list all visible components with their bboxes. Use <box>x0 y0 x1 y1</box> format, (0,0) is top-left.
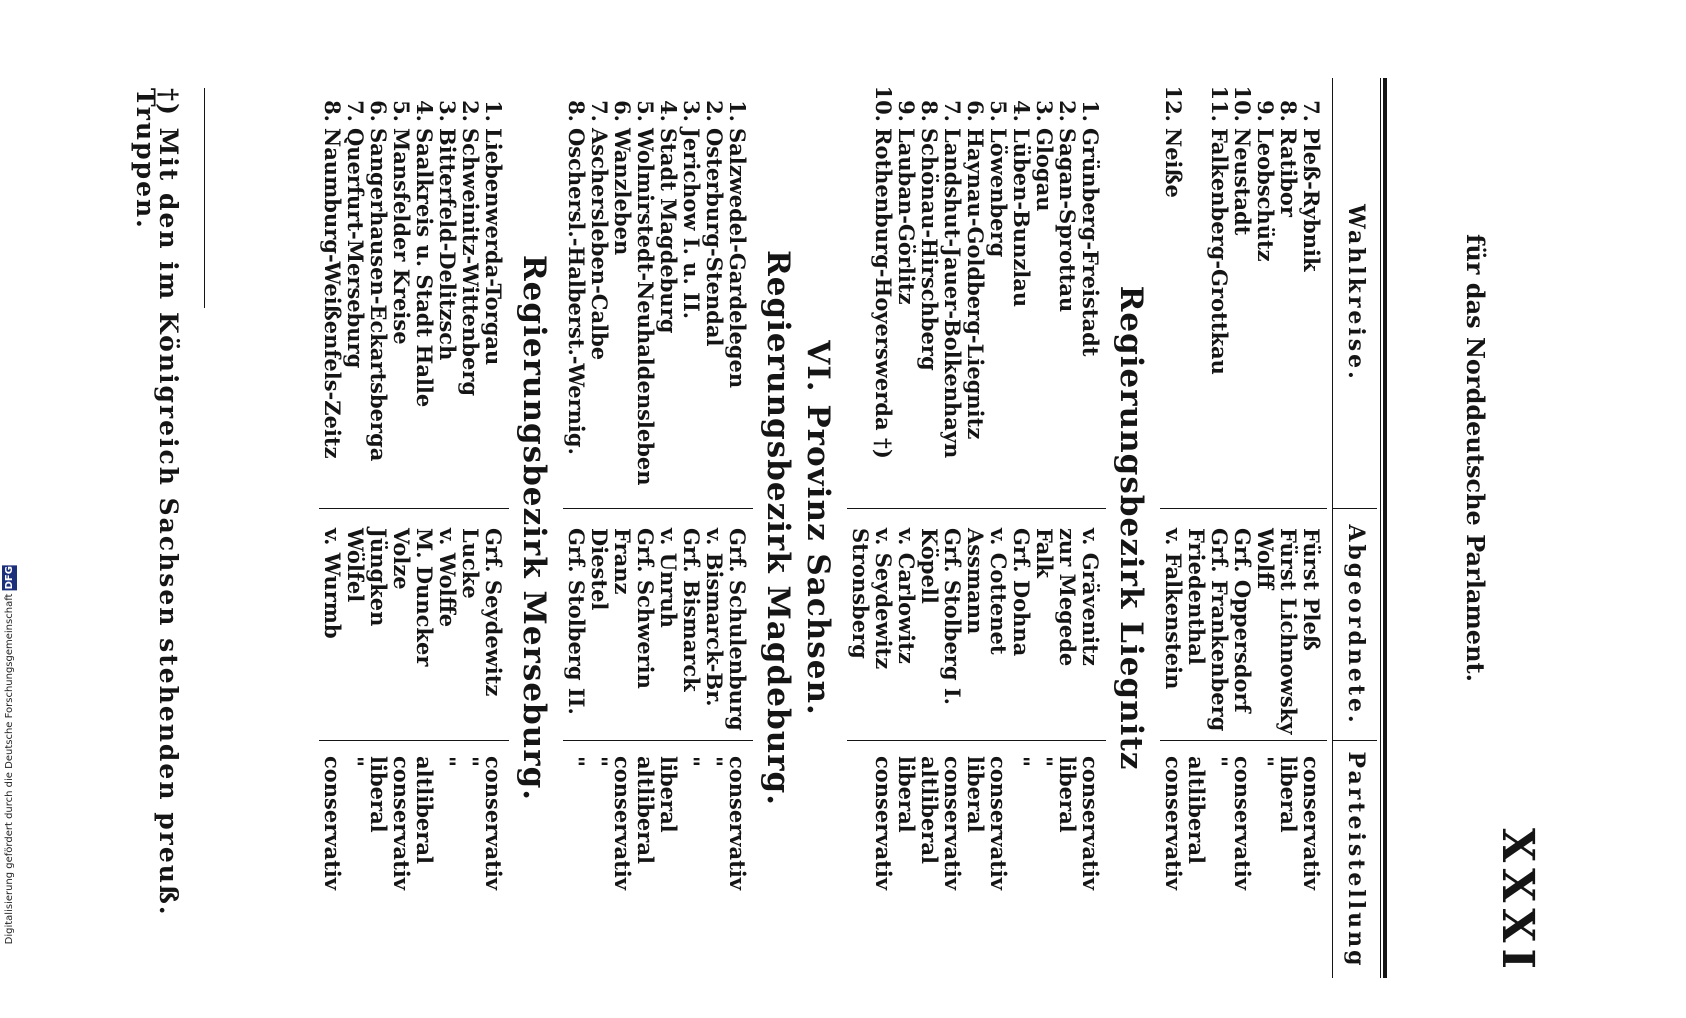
party-label: " <box>435 756 460 767</box>
district-name: Lauban-Görlitz <box>894 128 919 305</box>
district-name: Oschersl.-Halberst.-Wernig. <box>564 128 589 455</box>
table-row <box>1033 78 1056 978</box>
column-header-party: Parteistellung <box>1343 751 1369 969</box>
district-name: Neustadt <box>1230 128 1255 236</box>
table-row <box>918 78 941 978</box>
party-label: conservativ <box>871 756 896 890</box>
row-number: 7. <box>940 100 965 122</box>
row-number: 3. <box>679 100 704 122</box>
row-number: 5. <box>389 100 414 122</box>
header-rule-thick <box>1383 78 1387 978</box>
deputy-name: Stronsberg <box>848 528 873 659</box>
table-row <box>1300 78 1323 978</box>
row-number: 10. <box>1230 85 1255 122</box>
row-number: 6. <box>366 100 391 122</box>
row-number: 4. <box>412 100 437 122</box>
row-number: 8. <box>320 100 345 122</box>
district-name: Lüben-Bunzlau <box>1009 128 1034 308</box>
deputy-name: Grf. Schulenburg <box>725 528 750 731</box>
section-title: Regierungsbezirk Liegnitz <box>1113 285 1149 771</box>
deputy-name: v. Wolffe <box>435 528 460 628</box>
deputy-name: Grf. Seydewitz <box>481 528 506 697</box>
party-label: conservativ <box>481 756 506 890</box>
row-number: 1. <box>725 100 750 122</box>
table-row <box>1056 78 1079 978</box>
district-name: Löwenberg <box>986 128 1011 258</box>
document-page <box>95 78 1543 1018</box>
party-label: conservativ <box>986 756 1011 890</box>
deputy-name: Köpell <box>917 528 942 604</box>
deputy-name: Fürst Lichnowsky <box>1276 528 1301 735</box>
column-divider <box>563 740 753 741</box>
table-row <box>1162 78 1185 978</box>
dfg-logo: DFG <box>4 566 15 590</box>
party-label: liberal <box>1055 756 1080 833</box>
table-row <box>1277 78 1300 978</box>
deputy-name: v. Seydewitz <box>871 528 896 670</box>
row-number: 10. <box>871 85 896 122</box>
party-label: " <box>1253 756 1278 767</box>
party-label: " <box>458 756 483 767</box>
row-number: 5. <box>633 100 658 122</box>
table-row <box>895 78 918 978</box>
row-number: 8. <box>1276 100 1301 122</box>
district-name: Liebenwerda-Torgau <box>481 128 506 366</box>
district-name: Saalkreis u. Stadt Halle <box>412 128 437 408</box>
header-rule-thin <box>1380 78 1381 978</box>
table-row <box>413 78 436 978</box>
row-number: 1. <box>481 100 506 122</box>
district-name: Bitterfeld-Delitzsch <box>435 128 460 361</box>
table-row <box>680 78 703 978</box>
row-number: 1. <box>1078 100 1103 122</box>
row-number: 3. <box>435 100 460 122</box>
district-name: Falkenberg-Grottkau <box>1207 128 1232 375</box>
deputy-name: Grf. Stolberg II. <box>564 528 589 715</box>
party-label: liberal <box>656 756 681 833</box>
column-divider <box>1160 740 1327 741</box>
table-row <box>611 78 634 978</box>
table-row <box>459 78 482 978</box>
table-row <box>436 78 459 978</box>
table-row <box>1254 78 1277 978</box>
district-name: Aschersleben-Calbe <box>587 128 612 361</box>
table-row <box>482 78 505 978</box>
table-row <box>964 78 987 978</box>
party-label: " <box>1032 756 1057 767</box>
running-head: für das Norddeutsche Parlament. <box>1461 234 1490 682</box>
district-name: Osterburg-Stendal <box>702 128 727 347</box>
row-number: 7. <box>587 100 612 122</box>
table-row <box>872 78 895 978</box>
deputy-name: Wolff <box>1253 528 1278 590</box>
footnote: †) Mit den im Königreich Sachsen stehenden preuß. Truppen. <box>131 88 183 917</box>
table-row <box>1079 78 1102 978</box>
party-label: altliberal <box>1184 756 1209 864</box>
district-name: Leobschütz <box>1253 128 1278 262</box>
party-label: " <box>679 756 704 767</box>
digitization-credit <box>2 565 17 944</box>
district-name: Landshut-Jauer-Bolkenhayn <box>940 128 965 459</box>
district-name: Stadt Magdeburg <box>656 128 681 334</box>
table-row <box>1185 78 1208 978</box>
column-divider <box>847 508 1106 509</box>
deputy-name: v. Bismarck-Br. <box>702 528 727 707</box>
party-label: conservativ <box>610 756 635 890</box>
deputy-name: v. Wurmb <box>320 528 345 639</box>
deputy-name: Wölfel <box>343 528 368 603</box>
party-label: altliberal <box>917 756 942 864</box>
row-number: 9. <box>1253 100 1278 122</box>
section-subtitle: Regierungsbezirk Magdeburg. <box>760 249 796 807</box>
column-divider <box>319 508 509 509</box>
deputy-name: Friedenthal <box>1184 528 1209 665</box>
table-row <box>565 78 588 978</box>
row-number: 7. <box>343 100 368 122</box>
district-name: Schönau-Hirschberg <box>917 128 942 371</box>
table-row <box>321 78 344 978</box>
column-divider <box>563 508 753 509</box>
table-row <box>367 78 390 978</box>
deputy-name: Grf. Dohna <box>1009 528 1034 657</box>
deputy-name: Grf. Oppersdorf <box>1230 528 1255 713</box>
row-number: 4. <box>656 100 681 122</box>
party-label: " <box>564 756 589 767</box>
party-label: liberal <box>366 756 391 833</box>
table-row <box>703 78 726 978</box>
column-divider <box>319 740 509 741</box>
district-name: Sangerhausen-Eckartsberga <box>366 128 391 462</box>
district-name: Naumburg-Weißenfels-Zeitz <box>320 128 345 459</box>
header-divider <box>1333 508 1377 509</box>
party-label: liberal <box>894 756 919 833</box>
party-label: " <box>702 756 727 767</box>
table-row <box>726 78 749 978</box>
section-title: Regierungsbezirk Merseburg. <box>516 254 552 802</box>
district-name: Jerichow I. u. II. <box>679 128 704 320</box>
deputy-name: M. Duncker <box>412 528 437 667</box>
district-name: Salzwedel-Gardelegen <box>725 128 750 389</box>
deputy-name: Diestel <box>587 528 612 611</box>
row-number: 6. <box>610 100 635 122</box>
party-label: " <box>1207 756 1232 767</box>
deputy-name: v. Unruh <box>656 528 681 628</box>
district-name: Haynau-Goldberg-Liegnitz <box>963 128 988 440</box>
deputy-name: Grf. Stolberg I. <box>940 528 965 705</box>
footnote-rule <box>204 88 205 308</box>
row-number: 2. <box>458 100 483 122</box>
row-number: 2. <box>1055 100 1080 122</box>
party-label: conservativ <box>940 756 965 890</box>
district-name: Wanzleben <box>610 128 635 256</box>
table-row <box>849 78 872 978</box>
deputy-name: v. Carlowitz <box>894 528 919 664</box>
party-label: liberal <box>963 756 988 833</box>
deputy-name: Franz <box>610 528 635 595</box>
district-name: Neiße <box>1161 128 1186 198</box>
header-rule-bottom <box>1332 78 1333 978</box>
table-row <box>390 78 413 978</box>
digitization-credit-text: Digitalisierung gefördert durch die Deutsche Forschungsgemeinschaft <box>4 593 15 945</box>
page-number: XXXI <box>1492 828 1543 975</box>
row-number: 9. <box>894 100 919 122</box>
table-row <box>987 78 1010 978</box>
party-label: liberal <box>1276 756 1301 833</box>
deputy-name: Fürst Pleß <box>1299 528 1324 651</box>
district-name: Rothenburg-Hoyerswerda †) <box>871 128 896 459</box>
deputy-name: v. Cottenet <box>986 528 1011 655</box>
district-name: Glogau <box>1032 128 1057 212</box>
deputy-name: v. Falkenstein <box>1161 528 1186 690</box>
party-label: " <box>587 756 612 767</box>
deputy-name: zur Megede <box>1055 528 1080 667</box>
row-number: 8. <box>564 100 589 122</box>
party-label: conservativ <box>1299 756 1324 890</box>
deputy-name: Lucke <box>458 528 483 599</box>
row-number: 12. <box>1161 85 1186 122</box>
table-row <box>1208 78 1231 978</box>
column-divider <box>1160 508 1327 509</box>
district-name: Grünberg-Freistadt <box>1078 128 1103 357</box>
table-row <box>344 78 367 978</box>
party-label: conservativ <box>725 756 750 890</box>
district-name: Wolmirstedt-Neuhaldensleben <box>633 128 658 486</box>
party-label: altliberal <box>633 756 658 864</box>
party-label: conservativ <box>1230 756 1255 890</box>
table-row <box>588 78 611 978</box>
party-label: conservativ <box>320 756 345 890</box>
district-name: Querfurt-Merseburg <box>343 128 368 369</box>
deputy-name: Grf. Bismarck <box>679 528 704 692</box>
table-row <box>1010 78 1033 978</box>
deputy-name: Volze <box>389 528 414 590</box>
header-divider <box>1333 740 1377 741</box>
party-label: conservativ <box>1078 756 1103 890</box>
deputy-name: Jüngken <box>366 528 391 627</box>
column-divider <box>847 740 1106 741</box>
row-number: 3. <box>1032 100 1057 122</box>
row-number: 2. <box>702 100 727 122</box>
table-row <box>1231 78 1254 978</box>
deputy-name: Falk <box>1032 528 1057 578</box>
column-header-district: Wahlkreise. <box>1343 204 1369 382</box>
column-header-deputy: Abgeordnete. <box>1343 524 1369 726</box>
party-label: altliberal <box>412 756 437 864</box>
row-number: 7. <box>1299 100 1324 122</box>
row-number: 6. <box>963 100 988 122</box>
table-row <box>941 78 964 978</box>
deputy-name: Grf. Frankenberg <box>1207 528 1232 732</box>
district-name: Schweinitz-Wittenberg <box>458 128 483 397</box>
deputy-name: Assmann <box>963 528 988 635</box>
party-label: " <box>1009 756 1034 767</box>
district-name: Mansfelder Kreise <box>389 128 414 345</box>
row-number: 8. <box>917 100 942 122</box>
row-number: 11. <box>1207 85 1232 122</box>
party-label: conservativ <box>389 756 414 890</box>
table-row <box>634 78 657 978</box>
party-label: " <box>343 756 368 767</box>
table-row <box>657 78 680 978</box>
deputy-name: Grf. Schwerin <box>633 528 658 689</box>
deputy-name: v. Grävenitz <box>1078 528 1103 666</box>
row-number: 5. <box>986 100 1011 122</box>
section-title: VI. Provinz Sachsen. <box>800 340 836 716</box>
district-name: Pleß-Rybnik <box>1299 128 1324 272</box>
district-name: Sagan-Sprottau <box>1055 128 1080 313</box>
district-name: Ratibor <box>1276 128 1301 217</box>
party-label: conservativ <box>1161 756 1186 890</box>
row-number: 4. <box>1009 100 1034 122</box>
